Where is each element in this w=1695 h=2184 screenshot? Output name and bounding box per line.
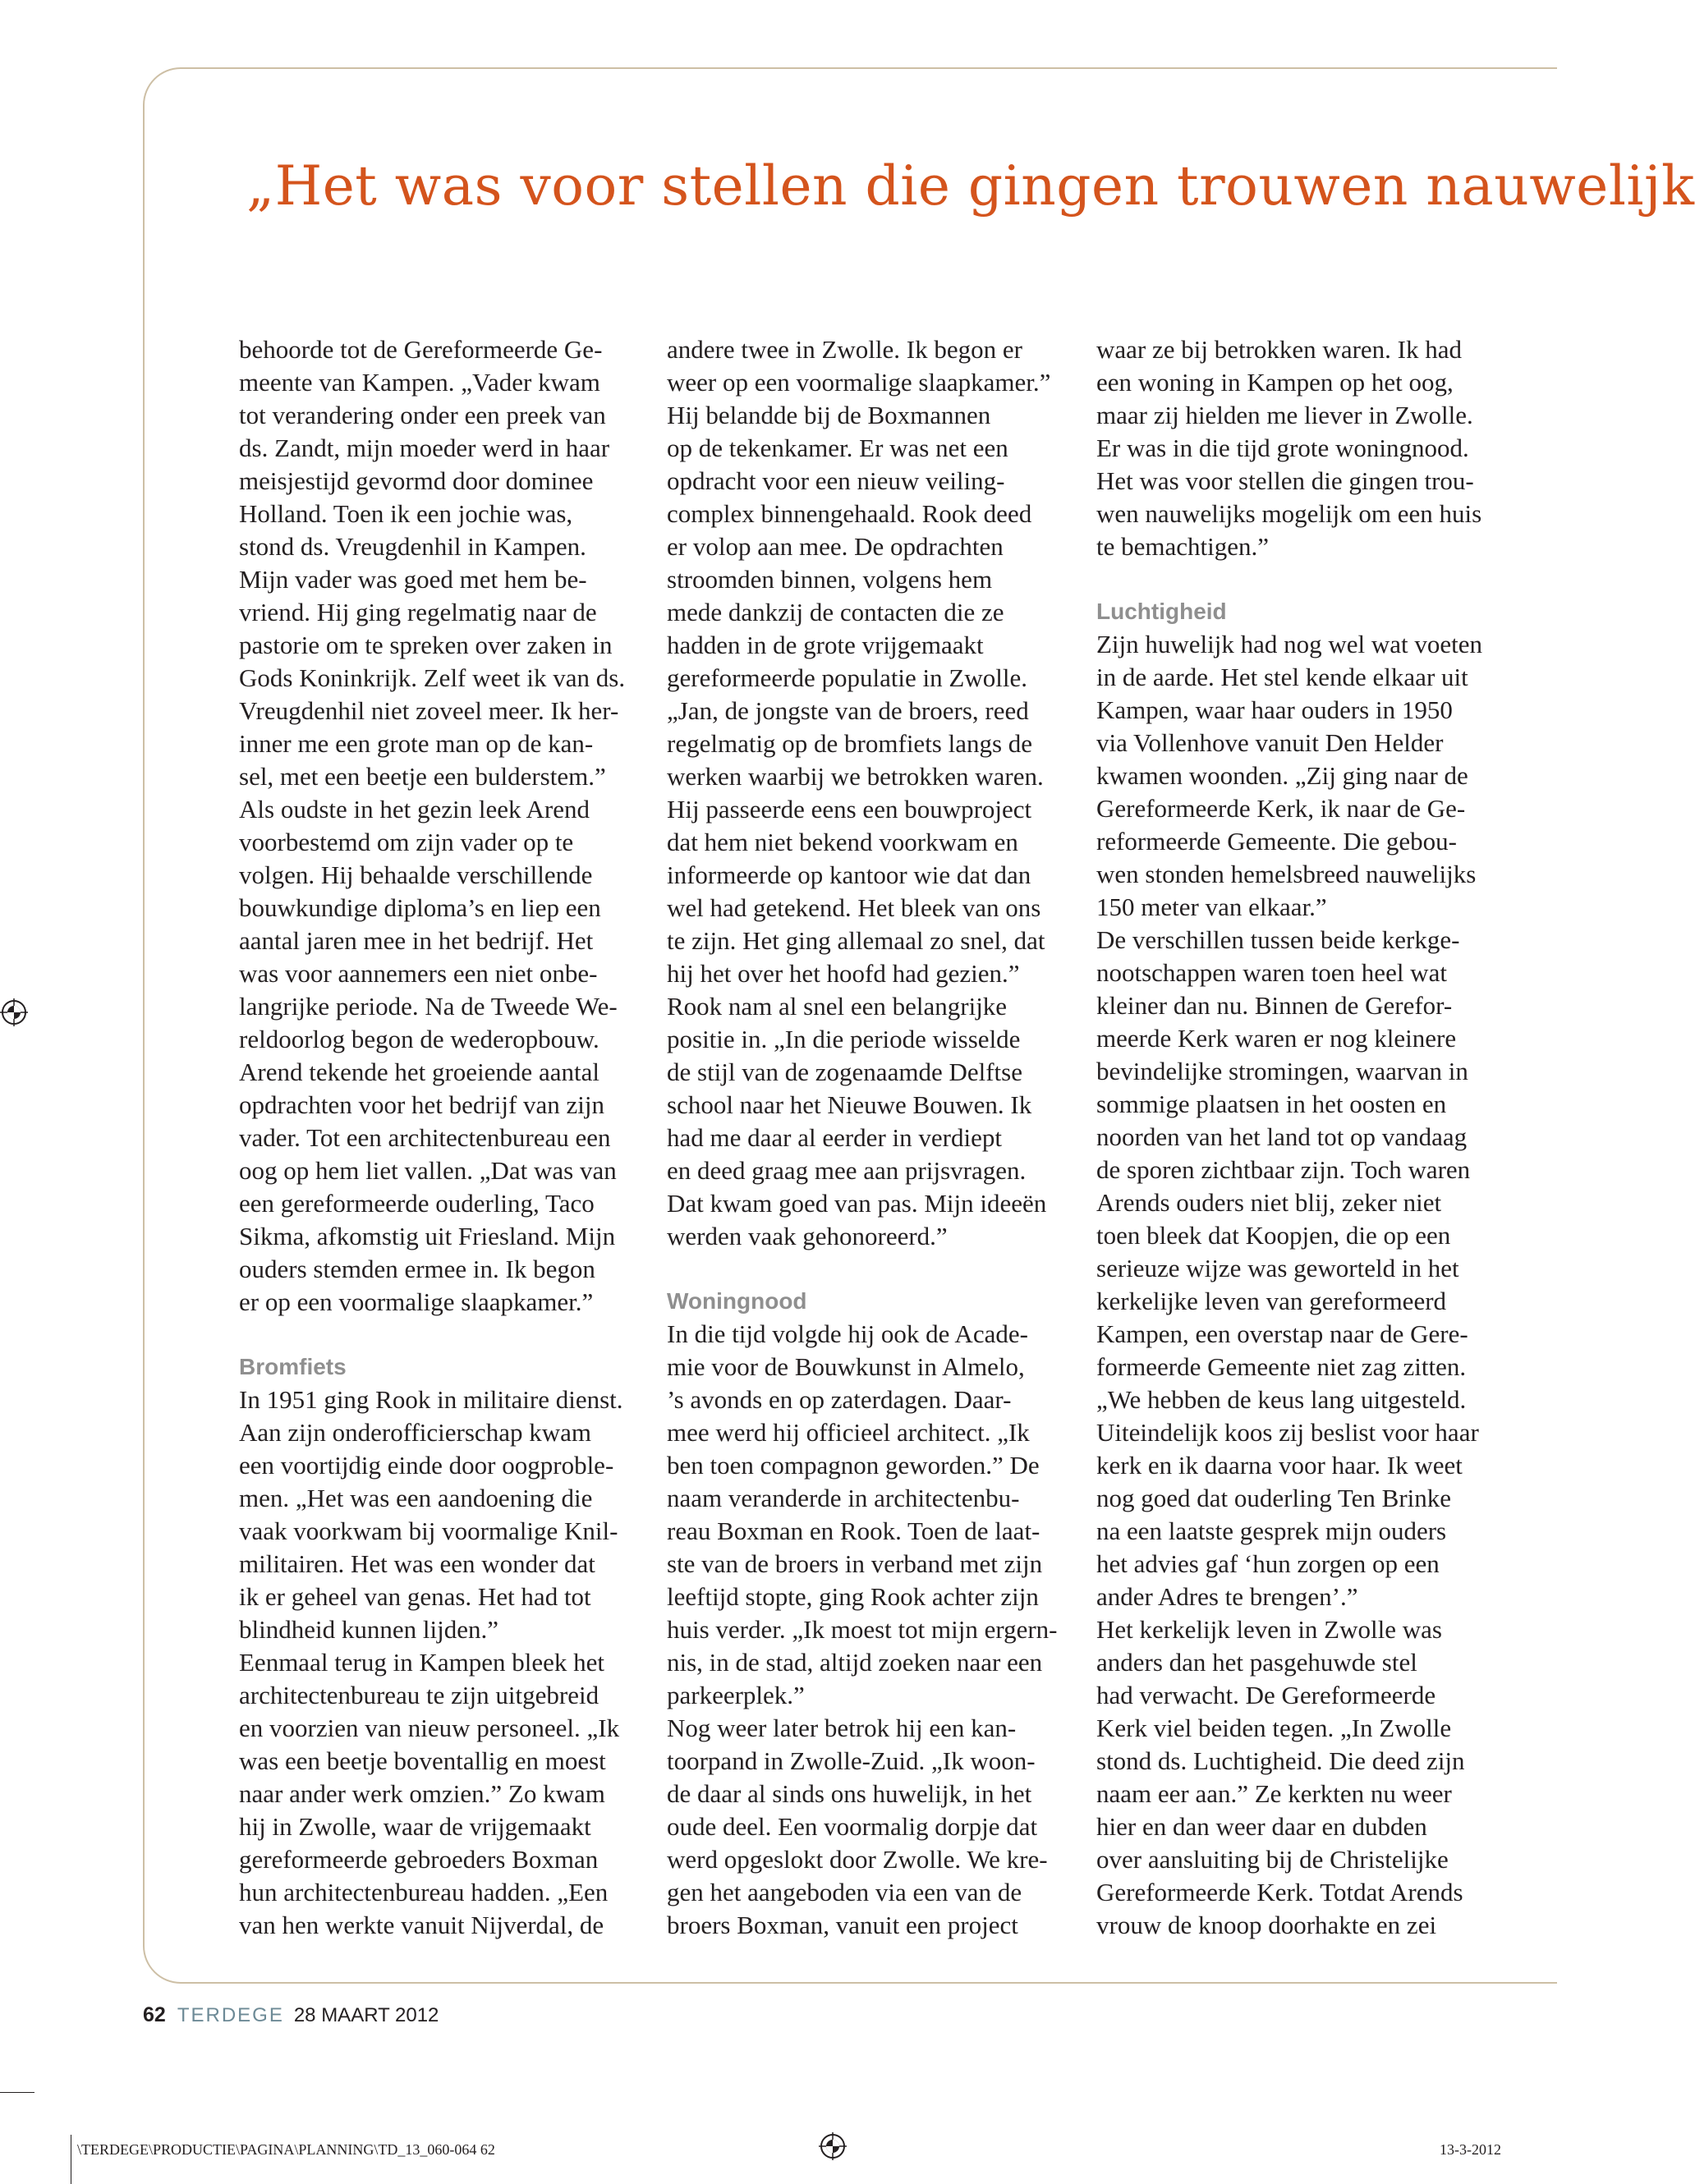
body-text-line: reformeerde Gemeente. Die gebou- <box>1096 827 1457 856</box>
body-text-line: anders dan het pasgehuwde stel <box>1096 1648 1417 1677</box>
body-text-line: militairen. Het was een wonder dat <box>239 1549 595 1578</box>
body-text-line: Het kerkelijk leven in Zwolle was <box>1096 1615 1442 1644</box>
body-text-line: stond ds. Vreugdenhil in Kampen. <box>239 532 586 561</box>
body-text-line: naam eer aan.” Ze kerkten nu weer <box>1096 1779 1452 1808</box>
body-text-line: ouders stemden ermee in. Ik begon <box>239 1255 595 1283</box>
section-heading: Woningnood <box>667 1288 807 1314</box>
body-text-line: stroomden binnen, volgens hem <box>667 565 993 594</box>
body-text-line: de daar al sinds ons huwelijk, in het <box>667 1779 1032 1808</box>
body-text-line: mee werd hij officieel architect. „Ik <box>667 1418 1030 1447</box>
body-text-line: weer op een voormalige slaapkamer.” <box>667 368 1051 397</box>
body-text-line: Sikma, afkomstig uit Friesland. Mijn <box>239 1222 616 1250</box>
issue-date: 28 MAART 2012 <box>293 2004 439 2026</box>
body-text-line: oude deel. Een voormalig dorpje dat <box>667 1812 1038 1841</box>
body-text-line: na een laatste gesprek mijn ouders <box>1096 1516 1447 1545</box>
body-text-line: Gods Koninkrijk. Zelf weet ik van ds. <box>239 663 626 692</box>
body-text-line: nog goed dat ouderling Ten Brinke <box>1096 1484 1452 1512</box>
body-text-line: „Jan, de jongste van de broers, reed <box>667 696 1029 725</box>
body-text-line: langrijke periode. Na de Tweede We- <box>239 992 618 1021</box>
body-text-line: hij het over het hoofd had gezien.” <box>667 959 1020 988</box>
body-text-line: naam veranderde in architectenbu- <box>667 1484 1020 1512</box>
body-text-line: reau Boxman en Rook. Toen de laat- <box>667 1516 1040 1545</box>
body-text-line: school naar het Nieuwe Bouwen. Ik <box>667 1090 1032 1119</box>
body-text-line: vader. Tot een architectenbureau een <box>239 1123 611 1152</box>
body-text-line: architectenbureau te zijn uitgebreid <box>239 1681 599 1709</box>
body-text-line: Dat kwam goed van pas. Mijn ideeën <box>667 1189 1047 1218</box>
body-text-line: complex binnengehaald. Rook deed <box>667 499 1032 528</box>
body-text-line: regelmatig op de bromfiets langs de <box>667 729 1033 758</box>
registration-mark-icon <box>819 2132 847 2160</box>
body-text-line: te zijn. Het ging allemaal zo snel, dat <box>667 926 1045 955</box>
body-text-line: Hij belandde bij de Boxmannen <box>667 401 991 429</box>
body-text-line: dat hem niet bekend voorkwam en <box>667 828 1018 856</box>
body-text-line: de stijl van de zogenaamde Delftse <box>667 1058 1022 1086</box>
body-text-line: een woning in Kampen op het oog, <box>1096 368 1454 397</box>
print-slug-date: 13-3-2012 <box>1440 2141 1501 2158</box>
body-text-line: een voortijdig einde door oogproble- <box>239 1451 614 1480</box>
body-text-line: was een beetje boventallig en moest <box>239 1746 606 1775</box>
body-text-line: toorpand in Zwolle-Zuid. „Ik woon- <box>667 1746 1036 1775</box>
body-text-line: „We hebben de keus lang uitgesteld. <box>1096 1385 1467 1414</box>
body-text-line: kerk en ik daarna voor haar. Ik weet <box>1096 1451 1463 1480</box>
body-text-line: had me daar al eerder in verdiept <box>667 1123 1002 1152</box>
body-text-line: kwamen woonden. „Zij ging naar de <box>1096 761 1468 790</box>
body-text-line: voorbestemd om zijn vader op te <box>239 828 574 856</box>
body-text-line: behoorde tot de Gereformeerde Ge- <box>239 335 603 364</box>
body-text-line: gereformeerde populatie in Zwolle. <box>667 663 1027 692</box>
body-text-line: Er was in die tijd grote woningnood. <box>1096 434 1469 462</box>
body-text-line: ander Adres te brengen’.” <box>1096 1582 1358 1611</box>
body-text-line: te bemachtigen.” <box>1096 532 1270 561</box>
body-text-line: inner me een grote man op de kan- <box>239 729 594 758</box>
body-text-line: men. „Het was een aandoening die <box>239 1484 593 1512</box>
body-text-line: opdrachten voor het bedrijf van zijn <box>239 1090 605 1119</box>
body-text-line: opdracht voor een nieuw veiling- <box>667 466 1005 495</box>
body-text-line: 150 meter van elkaar.” <box>1096 892 1327 921</box>
body-text-line: hun architectenbureau hadden. „Een <box>239 1878 609 1906</box>
body-text-line: Vreugdenhil niet zoveel meer. Ik her- <box>239 696 619 725</box>
body-text-line: in de aarde. Het stel kende elkaar uit <box>1096 663 1468 691</box>
body-text-line: op de tekenkamer. Er was net een <box>667 434 1008 462</box>
print-slug-path: \TERDEGE\PRODUCTIE\PAGINA\PLANNING\TD_13_060-064 62 <box>77 2141 495 2158</box>
body-text-line: een gereformeerde ouderling, Taco <box>239 1189 595 1218</box>
body-text-line: aantal jaren mee in het bedrijf. Het <box>239 926 594 955</box>
body-text-line: ben toen compagnon geworden.” De <box>667 1451 1040 1480</box>
body-text-line: noorden van het land tot op vandaag <box>1096 1122 1468 1151</box>
body-text-line: Hij passeerde eens een bouwproject <box>667 795 1032 824</box>
body-text-line: wen nauwelijks mogelijk om een huis <box>1096 499 1482 528</box>
body-text-line: vaak voorkwam bij voormalige Knil- <box>239 1516 618 1545</box>
body-text-line: kerkelijke leven van gereformeerd <box>1096 1287 1447 1315</box>
body-text-line: ik er geheel van genas. Het had tot <box>239 1582 591 1611</box>
body-text-line: andere twee in Zwolle. Ik begon er <box>667 335 1022 364</box>
body-text-line: In die tijd volgde hij ook de Acade- <box>667 1319 1028 1348</box>
body-text-line: De verschillen tussen beide kerkge- <box>1096 925 1460 954</box>
body-text-line: waar ze bij betrokken waren. Ik had <box>1096 335 1462 364</box>
body-text-line: Als oudste in het gezin leek Arend <box>239 795 590 824</box>
body-text-line: maar zij hielden me liever in Zwolle. <box>1096 401 1473 429</box>
body-text-line: huis verder. „Ik moest tot mijn ergern- <box>667 1615 1058 1644</box>
body-text-line: Aan zijn onderofficierschap kwam <box>239 1418 591 1447</box>
body-text-line: vriend. Hij ging regelmatig naar de <box>239 598 597 626</box>
body-text-line: via Vollenhove vanuit Den Helder <box>1096 728 1444 757</box>
body-text-line: nis, in de stad, altijd zoeken naar een <box>667 1648 1043 1677</box>
body-text-line: Gereformeerde Kerk. Totdat Arends <box>1096 1878 1463 1906</box>
section-heading: Bromfiets <box>239 1354 347 1379</box>
body-text-line: bouwkundige diploma’s en liep een <box>239 893 601 922</box>
body-text-line: werken waarbij we betrokken waren. <box>667 762 1044 791</box>
body-text-line: Arend tekende het groeiende aantal <box>239 1058 599 1086</box>
body-text-line: Nog weer later betrok hij een kan- <box>667 1714 1017 1742</box>
body-text-line: hier en dan weer daar en dubden <box>1096 1812 1427 1841</box>
body-text-line: de sporen zichtbaar zijn. Toch waren <box>1096 1155 1471 1184</box>
body-text-line: meente van Kampen. „Vader kwam <box>239 368 600 397</box>
body-text-line: serieuze wijze was geworteld in het <box>1096 1254 1459 1282</box>
article-column-1 <box>239 333 640 1942</box>
body-text-line: Arends ouders niet blij, zeker niet <box>1096 1188 1442 1217</box>
article-column-3 <box>1096 333 1497 1942</box>
body-text-line: mede dankzij de contacten die ze <box>667 598 1004 626</box>
body-text-line: stond ds. Luchtigheid. Die deed zijn <box>1096 1746 1465 1775</box>
body-text-line: toen bleek dat Koopjen, die op een <box>1096 1221 1451 1250</box>
body-text-line: vrouw de knoop doorhakte en zei <box>1096 1911 1437 1939</box>
page-number: 62 <box>143 2003 166 2026</box>
body-text-line: Holland. Toen ik een jochie was, <box>239 499 573 528</box>
body-text-line: Eenmaal terug in Kampen bleek het <box>239 1648 605 1677</box>
body-text-line: formeerde Gemeente niet zag zitten. <box>1096 1352 1467 1381</box>
body-text-line: was voor aannemers een niet onbe- <box>239 959 598 988</box>
body-text-line: tot verandering onder een preek van <box>239 401 606 429</box>
body-text-line: en deed graag mee aan prijsvragen. <box>667 1156 1027 1185</box>
body-text-line: gen het aangeboden via een van de <box>667 1878 1022 1906</box>
body-text-line: broers Boxman, vanuit een project <box>667 1911 1018 1939</box>
body-text-line: hij in Zwolle, waar de vrijgemaakt <box>239 1812 591 1841</box>
body-text-line: Kerk viel beiden tegen. „In Zwolle <box>1096 1714 1452 1742</box>
pull-quote: „Het was voor stellen die gingen trouwen nauwelijk <box>246 154 1695 218</box>
body-text-line: Kampen, een overstap naar de Gere- <box>1096 1319 1468 1348</box>
body-text-line: meisjestijd gevormd door dominee <box>239 466 594 495</box>
body-text-line: oog op hem liet vallen. „Dat was van <box>239 1156 617 1185</box>
body-text-line: leeftijd stopte, ging Rook achter zijn <box>667 1582 1039 1611</box>
body-text-line: ds. Zandt, mijn moeder werd in haar <box>239 434 610 462</box>
body-text-line: ’s avonds en op zaterdagen. Daar- <box>667 1385 1012 1414</box>
registration-mark-icon <box>0 998 28 1026</box>
body-text-line: Kampen, waar haar ouders in 1950 <box>1096 695 1453 724</box>
section-heading: Luchtigheid <box>1096 599 1227 624</box>
body-text-line: blindheid kunnen lijden.” <box>239 1615 498 1644</box>
body-text-line: pastorie om te spreken over zaken in <box>239 631 613 659</box>
body-text-line: sel, met een beetje een bulderstem.” <box>239 762 606 791</box>
body-text-line: Gereformeerde Kerk, ik naar de Ge- <box>1096 794 1466 823</box>
body-text-line: van hen werkte vanuit Nijverdal, de <box>239 1911 604 1939</box>
body-text-line: wel had getekend. Het bleek van ons <box>667 893 1041 922</box>
magazine-name: TERDEGE <box>177 2004 284 2026</box>
body-text-line: Het was voor stellen die gingen trou- <box>1096 466 1474 495</box>
body-text-line: reldoorlog begon de wederopbouw. <box>239 1025 599 1053</box>
body-text-line: parkeerplek.” <box>667 1681 805 1709</box>
body-text-line: werden vaak gehonoreerd.” <box>667 1222 948 1250</box>
body-text-line: Mijn vader was goed met hem be- <box>239 565 587 594</box>
body-text-line: bevindelijke stromingen, waarvan in <box>1096 1057 1468 1085</box>
body-text-line: volgen. Hij behaalde verschillende <box>239 860 593 889</box>
body-text-line: nootschappen waren toen heel wat <box>1096 958 1447 987</box>
body-text-line: wen stonden hemelsbreed nauwelijks <box>1096 860 1477 888</box>
body-text-line: het advies gaf ‘hun zorgen op een <box>1096 1549 1440 1578</box>
body-text-line: positie in. „In die periode wisselde <box>667 1025 1021 1053</box>
body-text-line: over aansluiting bij de Christelijke <box>1096 1845 1449 1874</box>
body-text-line: gereformeerde gebroeders Boxman <box>239 1845 599 1874</box>
body-text-line: Rook nam al snel een belangrijke <box>667 992 1008 1021</box>
body-text-line: meerde Kerk waren er nog kleinere <box>1096 1024 1457 1053</box>
body-text-line: had verwacht. De Gereformeerde <box>1096 1681 1436 1709</box>
article-column-2 <box>667 333 1068 1942</box>
body-text-line: Zijn huwelijk had nog wel wat voeten <box>1096 630 1483 658</box>
body-text-line: werd opgeslokt door Zwolle. We kre- <box>667 1845 1048 1874</box>
body-text-line: Uiteindelijk koos zij beslist voor haar <box>1096 1418 1479 1447</box>
body-text-line: er volop aan mee. De opdrachten <box>667 532 1004 561</box>
body-text-line: kleiner dan nu. Binnen de Gerefor- <box>1096 991 1453 1020</box>
body-text-line: en voorzien van nieuw personeel. „Ik <box>239 1714 620 1742</box>
page-footer <box>143 2003 439 2027</box>
body-text-line: hadden in de grote vrijgemaakt <box>667 631 984 659</box>
body-text-line: mie voor de Bouwkunst in Almelo, <box>667 1352 1025 1381</box>
body-text-line: In 1951 ging Rook in militaire dienst. <box>239 1385 623 1414</box>
body-text-line: er op een voormalige slaapkamer.” <box>239 1287 594 1316</box>
body-text-line: naar ander werk omzien.” Zo kwam <box>239 1779 605 1808</box>
trim-mark <box>0 2092 34 2093</box>
body-text-line: informeerde op kantoor wie dat dan <box>667 860 1031 889</box>
body-text-line: ste van de broers in verband met zijn <box>667 1549 1043 1578</box>
body-text-line: sommige plaatsen in het oosten en <box>1096 1090 1447 1118</box>
